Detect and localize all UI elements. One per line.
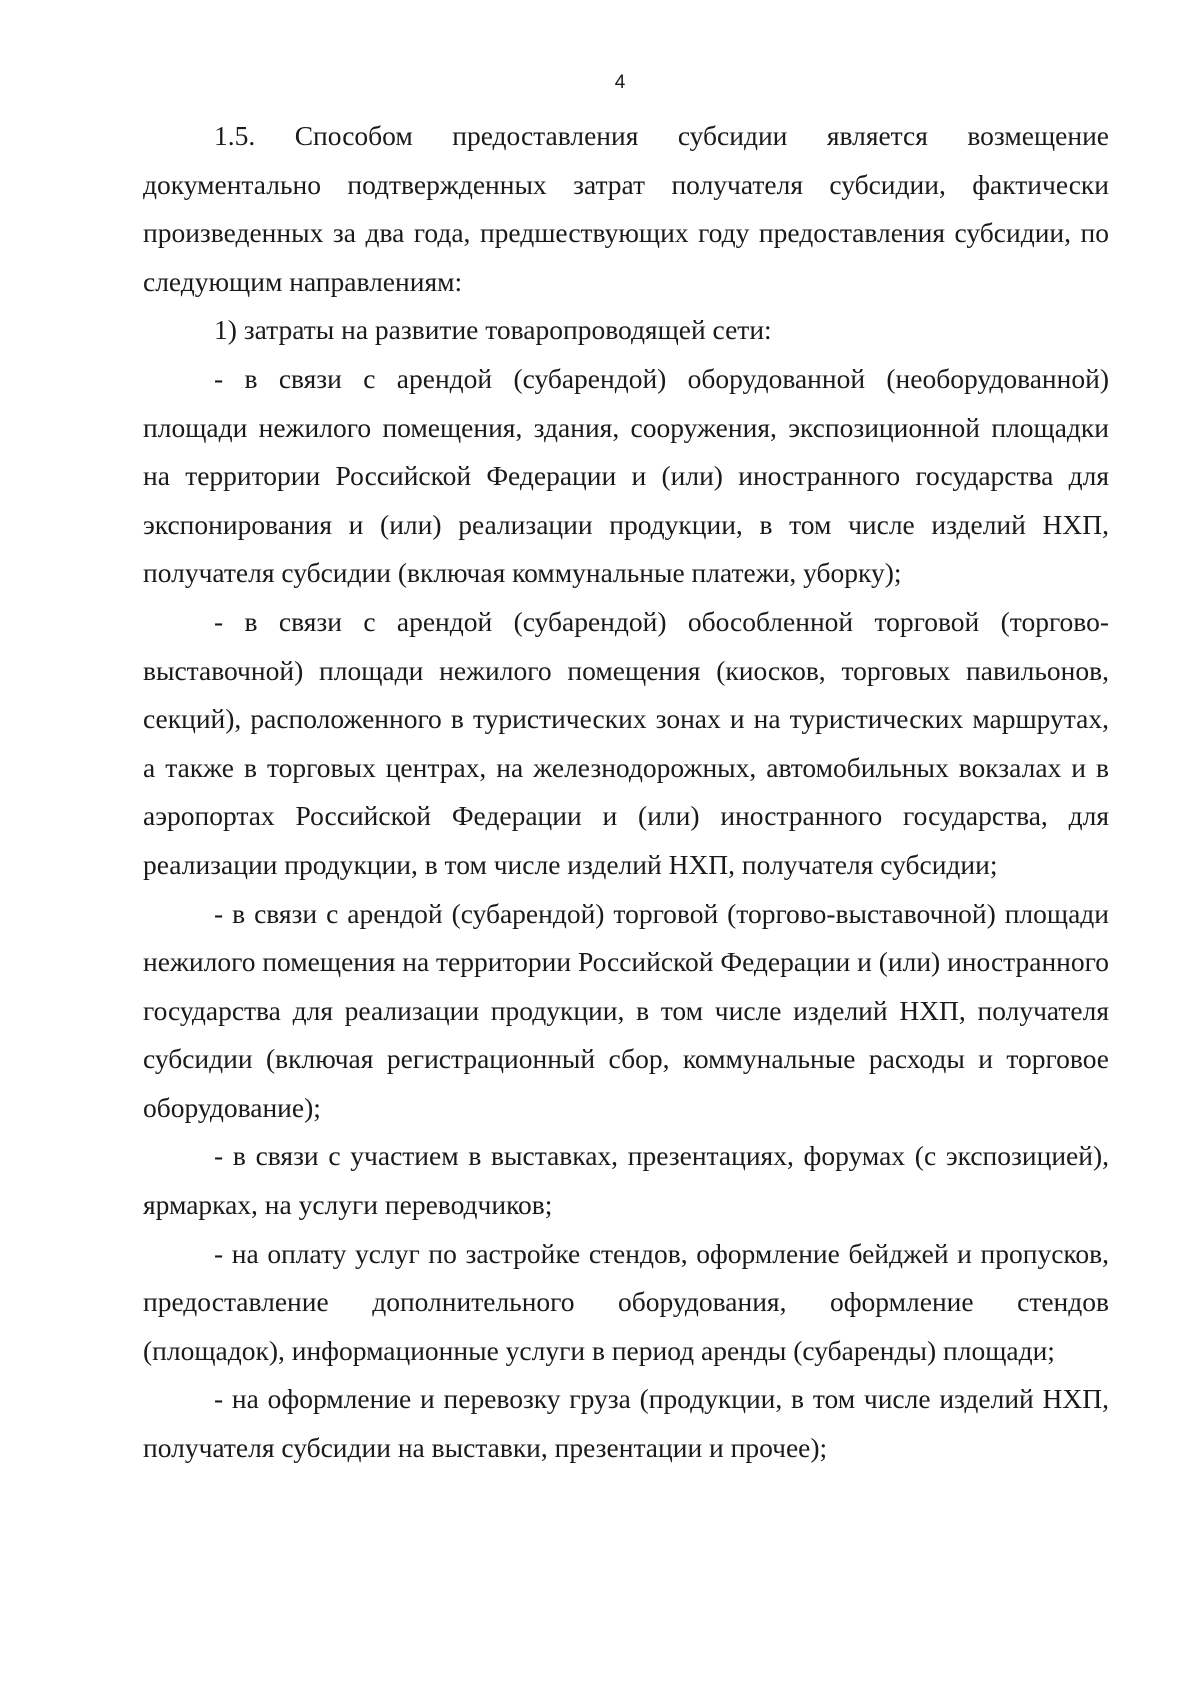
page-number: 4 (614, 72, 626, 93)
paragraph-rent-equipped-area: - в связи с арендой (субарендой) оборудованной (необорудованной) площади нежилого помещения, здания, сооружения, экспозиционной площадки на территории Российской Федерации и (или) иностранного государства для экспонирования и (или) реализации продукции, в том числе изделий НХП, получателя субсидии (включая коммунальные платежи, уборку); (143, 362, 1109, 589)
paragraph-item-1-heading: 1) затраты на развитие товаропроводящей сети: (214, 314, 772, 346)
paragraph-exhibitions-participation: - в связи с участием в выставках, презентациях, форумах (с экспозицией), ярмарках, на услуги переводчиков; (143, 1140, 1109, 1221)
paragraph-rent-separate-trade-area: - в связи с арендой (субарендой) обособленной торговой (торгово-выставочной) площади нежилого помещения (киосков, торговых павильонов, секций), расположенного в туристических зонах и на туристических маршрутах, а также в торговых центрах, на железнодорожных, автомобильных вокзалах и в аэропортах Российской Федерации и (или) иностранного государства, для реализации продукции, в том числе изделий НХП, получателя субсидии; (143, 605, 1109, 880)
paragraph-1-5-method: 1.5. Способом предоставления субсидии является возмещение документально подтвержденных затрат получателя субсидии, фактически произведенных за два года, предшествующих году предоставления субсидии, по следующим направлениям: (143, 120, 1109, 297)
document-body (143, 112, 1109, 1473)
paragraph-stand-services: - на оплату услуг по застройке стендов, оформление бейджей и пропусков, предоставление дополнительного оборудования, оформление стендов (площадок), информационные услуги в период аренды (субаренды) площади; (143, 1237, 1109, 1366)
paragraph-rent-trade-exhibition-area: - в связи с арендой (субарендой) торговой (торгово-выставочной) площади нежилого помещения на территории Российской Федерации и (или) иностранного государства для реализации продукции, в том числе изделий НХП, получателя субсидии (включая регистрационный сбор, коммунальные расходы и торговое оборудование); (143, 897, 1109, 1123)
paragraph-cargo-transport: - на оформление и перевозку груза (продукции, в том числе изделий НХП, получателя субсидии на выставки, презентации и прочее); (143, 1383, 1109, 1464)
